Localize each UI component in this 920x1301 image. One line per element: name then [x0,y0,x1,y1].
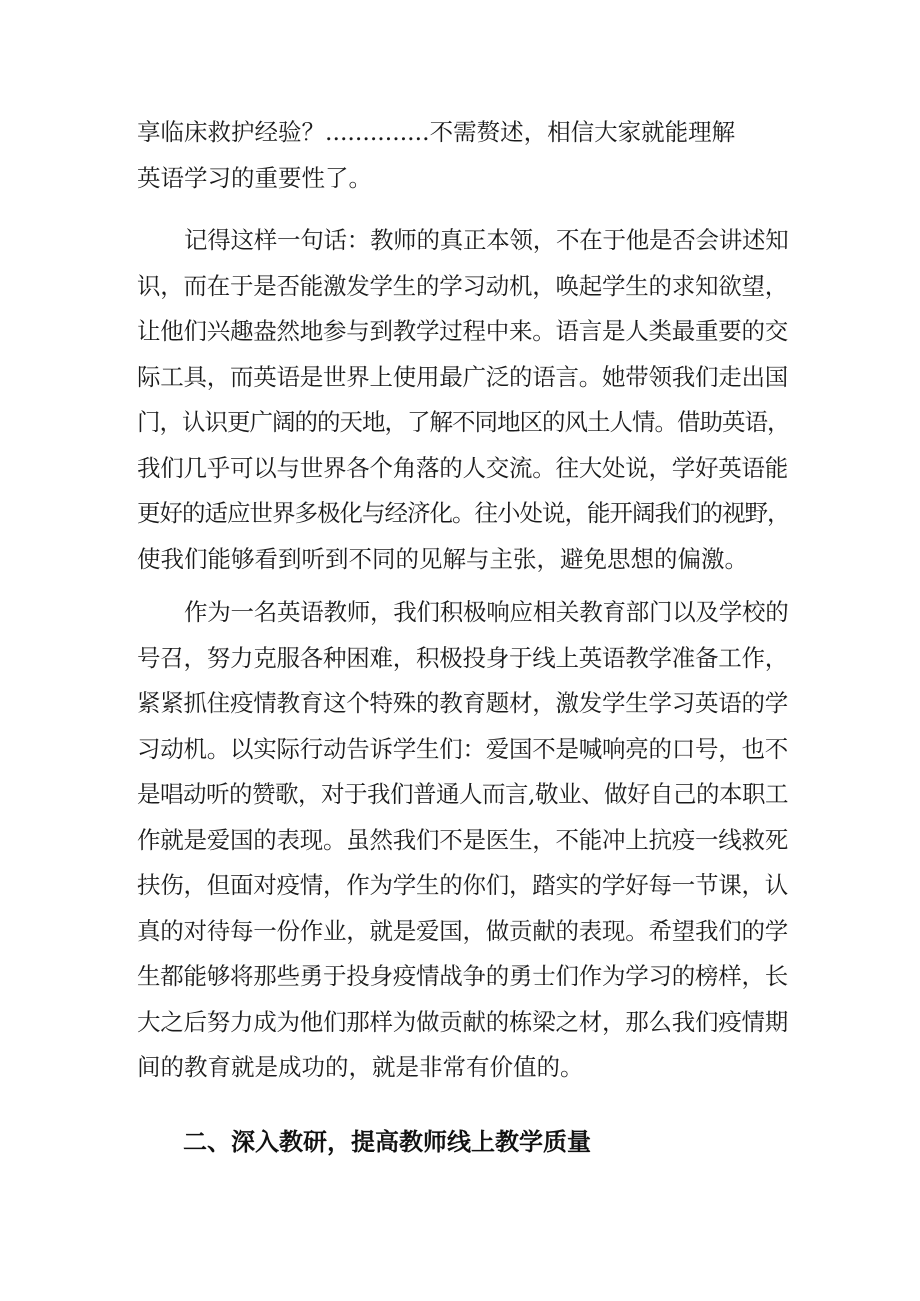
text-line: 扶伤，但面对疫情，作为学生的你们，踏实的学好每一节课，认 [137,871,788,899]
text-line: 门，认识更广阔的的天地，了解不同地区的风土人情。借助英语， [137,408,790,436]
text-line: 英语学习的重要性了。 [137,163,372,192]
text-line: 真的对待每一份作业，就是爱国，做贡献的表现。希望我们的学 [137,916,788,945]
text-line: 作为一名英语教师，我们积极响应相关教育部门以及学校的 [184,598,789,626]
text-line: 更好的适应世界多极化与经济化。往小处说，能开阔我们的视野， [137,499,790,527]
section-heading: 二、深入教研，提高教师线上教学质量 [183,1128,591,1156]
text-line: 间的教育就是成功的，就是非常有价值的。 [137,1053,584,1081]
text-line: 记得这样一句话：教师的真正本领，不在于他是否会讲述知 [184,226,789,254]
text-line: 习动机。以实际行动告诉学生们：爱国不是喊响亮的口号，也不 [137,734,788,763]
text-line: 作就是爱国的表现。虽然我们不是医生，不能冲上抗疫一线救死 [137,825,788,854]
text-line: 际工具，而英语是世界上使用最广泛的语言。她带领我们走出国 [137,362,788,391]
paragraph-1 [137,110,793,201]
text-line: 大之后努力成为他们那样为做贡献的栋梁之材，那么我们疫情期 [137,1007,788,1036]
text-line: 使我们能够看到听到不同的见解与主张，避免思想的偏激。 [137,544,748,573]
text-line: 号召，努力克服各种困难，积极投身于线上英语教学准备工作， [137,643,788,672]
text-line: 让他们兴趣盎然地参与到教学过程中来。语言是人类最重要的交 [137,317,788,345]
text-line: 紧紧抓住疫情教育这个特殊的教育题材，激发学生学习英语的学 [137,689,788,717]
text-line: 识，而在于是否能激发学生的学习动机，唤起学生的求知欲望， [137,271,788,300]
paragraph-3 [137,590,793,1091]
document-body [137,110,793,1091]
text-line: 生都能够将那些勇于投身疫情战争的勇士们作为学习的榜样，长 [137,962,788,990]
text-line: 我们几乎可以与世界各个角落的人交流。往大处说，学好英语能 [137,453,788,482]
paragraph-2 [137,218,793,582]
text-line: 是唱动听的赞歌，对于我们普通人而言,敬业、做好自己的本职工 [137,780,788,808]
text-line: 享临床救护经验？..............不需赘述，相信大家就能理解 [137,118,736,146]
